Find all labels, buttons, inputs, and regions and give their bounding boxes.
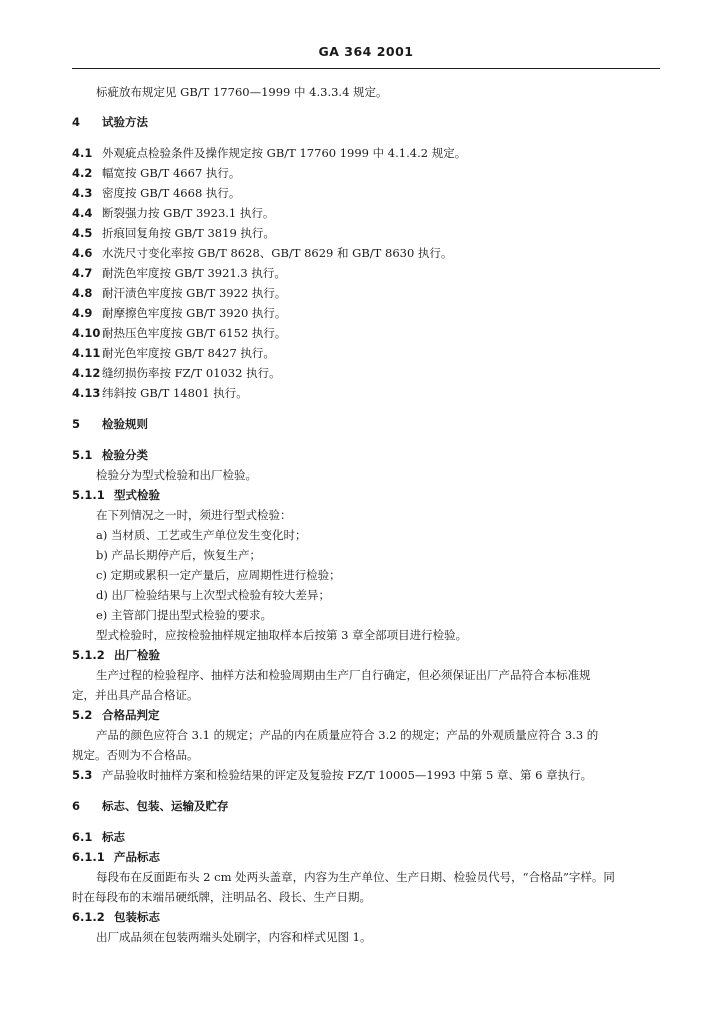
section-heading-5 bbox=[72, 416, 148, 432]
list-item: a) 当材质、工艺或生产单位发生变化时； bbox=[96, 528, 307, 542]
paragraph-line: 定，并出具产品合格证。 bbox=[72, 688, 199, 702]
clause-4-5 bbox=[72, 225, 275, 241]
clause-4-8 bbox=[72, 285, 286, 301]
clause-text: 耐洗色牢度按 GB/T 3921.3 执行。 bbox=[102, 266, 286, 280]
paragraph-line: 产品的颜色应符合 3.1 的规定；产品的内在质量应符合 3.2 的规定；产品的外观质量应符合 3.3 的 bbox=[96, 728, 599, 742]
clause-number: 4.13 bbox=[72, 386, 101, 400]
clause-5-1-1 bbox=[72, 487, 160, 503]
clause-5-1-2 bbox=[72, 647, 160, 663]
clause-number: 4.1 bbox=[72, 146, 93, 160]
clause-6-1-1 bbox=[72, 849, 160, 865]
clause-5-1 bbox=[72, 447, 148, 463]
clause-number: 5.3 bbox=[72, 768, 93, 782]
paragraph-line: 时在每段布的末端吊硬纸牌，注明品名、段长、生产日期。 bbox=[72, 890, 371, 904]
section-number: 6 bbox=[72, 799, 81, 813]
clause-title: 产品标志 bbox=[114, 850, 160, 864]
clause-number: 5.2 bbox=[72, 708, 93, 722]
clause-text: 断裂强力按 GB/T 3923.1 执行。 bbox=[102, 206, 275, 220]
clause-number: 6.1 bbox=[72, 830, 93, 844]
paragraph-line: 规定。否则为不合格品。 bbox=[72, 748, 199, 762]
section-heading-4 bbox=[72, 114, 148, 130]
clause-text: 产品验收时抽样方案和检验结果的评定及复验按 FZ/T 10005—1993 中第 5 章、第 6 章执行。 bbox=[102, 768, 593, 782]
clause-text: 缝纫损伤率按 FZ/T 01032 执行。 bbox=[102, 366, 281, 380]
section-title: 标志、包装、运输及贮存 bbox=[102, 799, 229, 813]
section-title: 试验方法 bbox=[102, 115, 148, 129]
clause-number: 4.12 bbox=[72, 366, 101, 380]
list-item: e) 主管部门提出型式检验的要求。 bbox=[96, 608, 272, 622]
clause-text: 密度按 GB/T 4668 执行。 bbox=[102, 186, 241, 200]
section-number: 5 bbox=[72, 417, 81, 431]
clause-4-3 bbox=[72, 185, 240, 201]
section-number: 4 bbox=[72, 115, 81, 129]
clause-number: 5.1.1 bbox=[72, 488, 105, 502]
clause-number: 4.11 bbox=[72, 346, 101, 360]
header-rule bbox=[72, 68, 660, 69]
clause-4-13 bbox=[72, 385, 248, 401]
section-title: 检验规则 bbox=[102, 417, 148, 431]
clause-text: 幅宽按 GB/T 4667 执行。 bbox=[102, 166, 241, 180]
paragraph-line: 检验分为型式检验和出厂检验。 bbox=[96, 468, 257, 482]
list-item: d) 出厂检验结果与上次型式检验有较大差异； bbox=[96, 588, 331, 602]
clause-number: 6.1.1 bbox=[72, 850, 105, 864]
clause-number: 4.4 bbox=[72, 206, 93, 220]
clause-4-1 bbox=[72, 145, 466, 161]
clause-number: 5.1.2 bbox=[72, 648, 105, 662]
clause-4-6 bbox=[72, 245, 452, 261]
paragraph-line: 标疵放布规定见 GB/T 17760—1999 中 4.3.3.4 规定。 bbox=[96, 85, 388, 99]
clause-text: 耐汗渍色牢度按 GB/T 3922 执行。 bbox=[102, 286, 287, 300]
paragraph-line: 每段布在反面距布头 2 cm 处两头盖章，内容为生产单位、生产日期、检验员代号，“合格品”字样。同 bbox=[96, 870, 615, 884]
clause-number: 4.5 bbox=[72, 226, 93, 240]
clause-number: 4.8 bbox=[72, 286, 93, 300]
clause-title: 检验分类 bbox=[102, 448, 148, 462]
clause-6-1-2 bbox=[72, 909, 160, 925]
clause-title: 出厂检验 bbox=[114, 648, 160, 662]
clause-4-9 bbox=[72, 305, 286, 321]
clause-number: 4.2 bbox=[72, 166, 93, 180]
paragraph-line: 出厂成品须在包装两端头处刷字，内容和样式见图 1。 bbox=[96, 930, 372, 944]
clause-number: 6.1.2 bbox=[72, 910, 105, 924]
clause-4-11 bbox=[72, 345, 275, 361]
clause-text: 外观疵点检验条件及操作规定按 GB/T 17760 1999 中 4.1.4.2 规定。 bbox=[102, 146, 467, 160]
clause-text: 纬斜按 GB/T 14801 执行。 bbox=[102, 386, 248, 400]
paragraph-line: 生产过程的检验程序、抽样方法和检验周期由生产厂自行确定，但必须保证出厂产品符合本标准规 bbox=[96, 668, 591, 682]
paragraph-line: 在下列情况之一时，须进行型式检验： bbox=[96, 508, 292, 522]
list-item: b) 产品长期停产后，恢复生产； bbox=[96, 548, 262, 562]
clause-4-12 bbox=[72, 365, 281, 381]
clause-text: 耐光色牢度按 GB/T 8427 执行。 bbox=[102, 346, 275, 360]
clause-5-3 bbox=[72, 767, 592, 783]
clause-4-7 bbox=[72, 265, 286, 281]
clause-title: 合格品判定 bbox=[102, 708, 160, 722]
clause-4-4 bbox=[72, 205, 274, 221]
clause-title: 包装标志 bbox=[114, 910, 160, 924]
clause-text: 折痕回复角按 GB/T 3819 执行。 bbox=[102, 226, 275, 240]
clause-text: 耐摩擦色牢度按 GB/T 3920 执行。 bbox=[102, 306, 287, 320]
clause-title: 型式检验 bbox=[114, 488, 160, 502]
clause-5-2 bbox=[72, 707, 160, 723]
section-heading-6 bbox=[72, 798, 229, 814]
clause-text: 耐热压色牢度按 GB/T 6152 执行。 bbox=[102, 326, 287, 340]
clause-number: 4.9 bbox=[72, 306, 93, 320]
clause-number: 4.6 bbox=[72, 246, 93, 260]
clause-4-10 bbox=[72, 325, 286, 341]
clause-number: 4.7 bbox=[72, 266, 93, 280]
clause-number: 4.10 bbox=[72, 326, 101, 340]
clause-number: 4.3 bbox=[72, 186, 93, 200]
clause-number: 5.1 bbox=[72, 448, 93, 462]
clause-text: 水洗尺寸变化率按 GB/T 8628、GB/T 8629 和 GB/T 8630 执行。 bbox=[102, 246, 453, 260]
list-item: c) 定期或累积一定产量后，应周期性进行检验； bbox=[96, 568, 341, 582]
clause-4-2 bbox=[72, 165, 240, 181]
clause-6-1 bbox=[72, 829, 125, 845]
clause-title: 标志 bbox=[102, 830, 125, 844]
paragraph-line: 型式检验时，应按检验抽样规定抽取样本后按第 3 章全部项目进行检验。 bbox=[96, 628, 468, 642]
page-header: GA 364 2001 bbox=[318, 44, 414, 59]
